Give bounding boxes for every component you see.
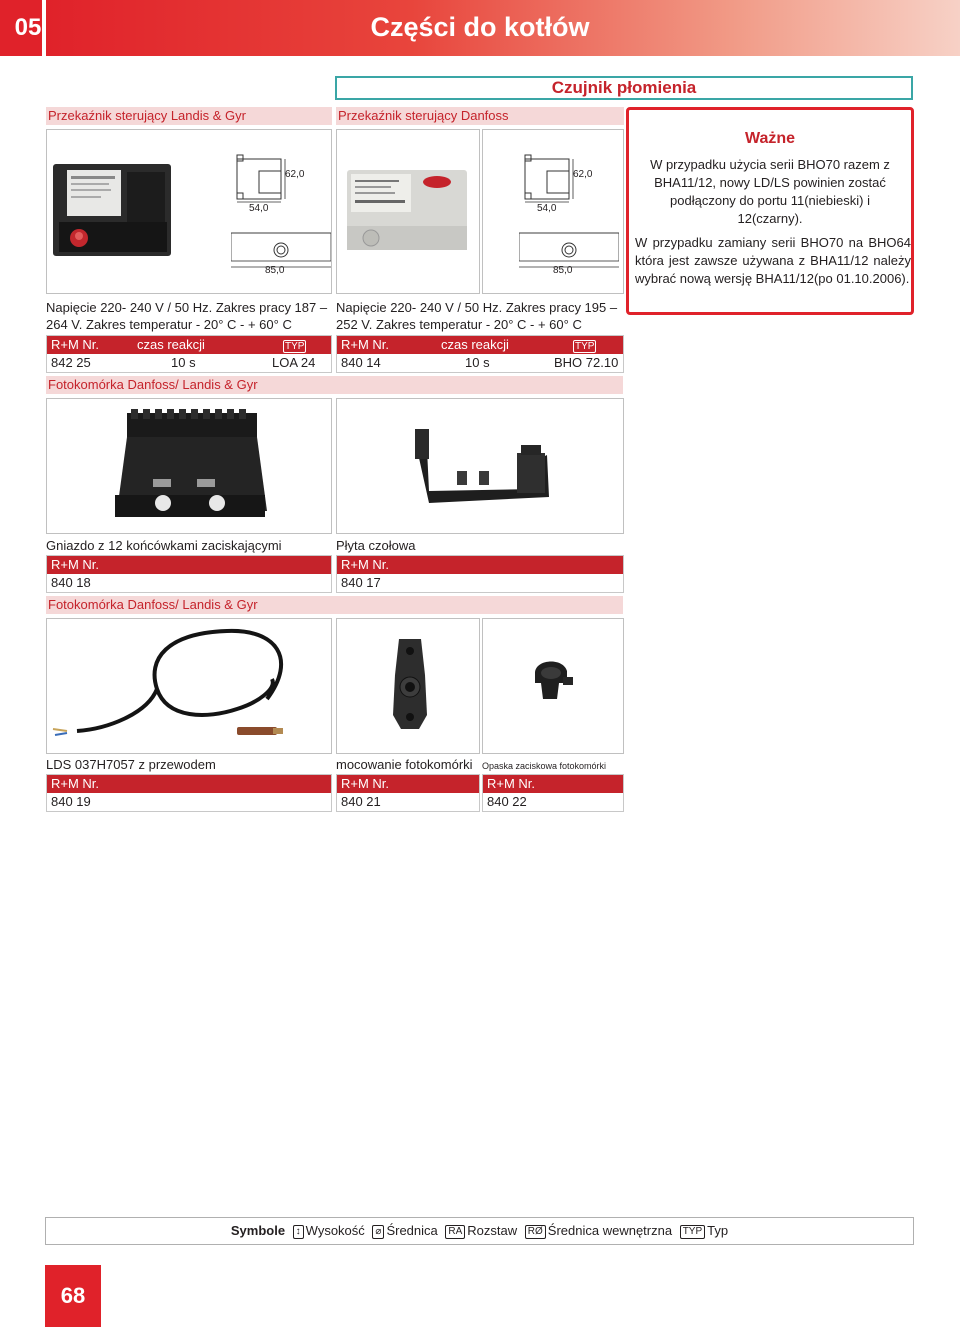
important-paragraph-1: W przypadku użycia serii BHO70 razem z BHA11/12, nowy LD/LS powinien zostać podłączony do portu 11(niebieski) i 12(czarny). [650, 157, 890, 226]
type-symbol: TYP [680, 1225, 705, 1239]
photocell-cable-image [47, 619, 332, 754]
left-product-image-area [46, 129, 332, 294]
front-plate-image-box [336, 398, 624, 534]
table-row [483, 793, 623, 811]
left-dim-top: 62,0 [285, 169, 305, 180]
photocell-item3-caption: Opaska zaciskowa fotokomórki [482, 761, 607, 771]
cell-rm-nr: 842 25 [51, 355, 91, 370]
mid-dim-bottom: 85,0 [553, 265, 573, 276]
left-dim-bottom: 85,0 [265, 265, 285, 276]
cell-czas: 10 s [171, 355, 196, 370]
height-label: Wysokość [305, 1223, 365, 1238]
table-row [47, 574, 331, 592]
photocell-clamp-image [483, 619, 624, 754]
table-header [47, 556, 331, 574]
left-desc-line2: 264 V. Zakres temperatur - 20° C - + 60° C [46, 317, 292, 332]
socket-image-box [46, 398, 332, 534]
symbols-legend [45, 1217, 914, 1245]
left-product-table [46, 335, 332, 373]
socket-item2-table [336, 555, 624, 593]
socket-item1-caption: Gniazdo z 12 końcówkami zaciskającymi [46, 538, 282, 553]
left-technical-drawing [231, 151, 331, 294]
table-row [337, 793, 479, 811]
table-header [337, 556, 623, 574]
height-icon: ↕ [293, 1225, 304, 1239]
photocell-clamp-image-box [482, 618, 624, 754]
typ-symbol: TYP [285, 341, 305, 352]
cell-rm-nr: 840 21 [341, 794, 381, 809]
spacing-symbol: RA [445, 1225, 465, 1239]
col-typ [573, 336, 596, 354]
cell-rm-nr: 840 18 [51, 575, 91, 590]
table-header [47, 336, 331, 354]
photocell-item1-table [46, 774, 332, 812]
table-header [337, 336, 623, 354]
diameter-label: Średnica [386, 1223, 438, 1238]
chapter-title: Części do kotłów [370, 12, 590, 42]
photocell-item2-caption: mocowanie fotokomórki [336, 757, 473, 772]
table-header [337, 775, 479, 793]
photocell-item2-table [336, 774, 480, 812]
table-row [337, 354, 623, 372]
photocell-section-subtitle: Fotokomórka Danfoss/ Landis & Gyr [46, 596, 623, 614]
cell-rm-nr: 840 19 [51, 794, 91, 809]
page-number: 68 [45, 1265, 101, 1327]
photocell-item3-table [482, 774, 624, 812]
chapter-number: 05 [0, 0, 42, 56]
socket-12-pin-image [47, 399, 332, 534]
danfoss-relay-image [337, 130, 480, 294]
cell-typ: BHO 72.10 [554, 355, 619, 370]
col-rm-nr: R+M Nr. [51, 337, 100, 352]
col-rm-nr: R+M Nr. [51, 557, 100, 572]
danfoss-relay-image-box [336, 129, 480, 294]
mid-dim-top: 62,0 [573, 169, 593, 180]
left-product-subtitle: Przekaźnik sterujący Landis & Gyr [46, 107, 332, 125]
col-rm-nr: R+M Nr. [341, 337, 390, 352]
cell-czas: 10 s [465, 355, 490, 370]
mid-product-subtitle: Przekaźnik sterujący Danfoss [336, 107, 624, 125]
front-plate-image [337, 399, 624, 534]
important-notice-box [626, 107, 914, 315]
col-rm-nr: R+M Nr. [487, 776, 536, 791]
cell-typ: LOA 24 [272, 355, 316, 370]
col-rm-nr: R+M Nr. [341, 776, 390, 791]
type-label: Typ [707, 1223, 729, 1238]
mid-product-table [336, 335, 624, 373]
photocell-mount-image [337, 619, 480, 754]
socket-item2-caption: Płyta czołowa [336, 538, 416, 553]
socket-item1-table [46, 555, 332, 593]
socket-section-subtitle: Fotokomórka Danfoss/ Landis & Gyr [46, 376, 623, 394]
table-row [337, 574, 623, 592]
typ-symbol: TYP [575, 341, 595, 352]
photocell-item1-caption: LDS 037H7057 z przewodem [46, 757, 216, 772]
mid-desc-line1: Napięcie 220- 240 V / 50 Hz. Zakres pracy 195 – [336, 300, 618, 315]
mid-technical-drawing-box [482, 129, 624, 294]
cell-rm-nr: 840 17 [341, 575, 381, 590]
mid-product-description [336, 299, 626, 333]
mid-technical-drawing [519, 151, 619, 294]
col-typ [283, 336, 306, 354]
cell-rm-nr: 840 22 [487, 794, 527, 809]
table-row [47, 793, 331, 811]
left-product-description [46, 299, 336, 333]
col-czas-reakcji: czas reakcji [441, 337, 509, 352]
mid-dim-mid: 54,0 [537, 203, 557, 214]
section-title: Czujnik płomienia [335, 76, 913, 100]
mid-desc-line2: 252 V. Zakres temperatur - 20° C - + 60° C [336, 317, 582, 332]
photocell-mount-image-box [336, 618, 480, 754]
col-rm-nr: R+M Nr. [341, 557, 390, 572]
inner-diameter-label: Średnica wewnętrzna [547, 1223, 673, 1238]
table-header [47, 775, 331, 793]
left-desc-line1: Napięcie 220- 240 V / 50 Hz. Zakres pracy 187 – [46, 300, 328, 315]
cell-rm-nr: 840 14 [341, 355, 381, 370]
col-czas-reakcji: czas reakcji [137, 337, 205, 352]
inner-diameter-symbol: RØ [525, 1225, 546, 1239]
important-paragraph-2: W przypadku zamiany serii BHO70 na BHO64 która jest zawsze używana z BHA11/12 należy wybrać nową wersję BHA11/12(po 01.10.2006). [635, 235, 911, 286]
symbols-label: Symbole [230, 1223, 286, 1238]
table-header [483, 775, 623, 793]
important-title: Ważne [744, 130, 796, 147]
spacing-label: Rozstaw [467, 1223, 518, 1238]
table-row [47, 354, 331, 372]
photocell-cable-image-box [46, 618, 332, 754]
col-rm-nr: R+M Nr. [51, 776, 100, 791]
left-dim-mid: 54,0 [249, 203, 269, 214]
diameter-icon: ⌀ [372, 1225, 384, 1239]
